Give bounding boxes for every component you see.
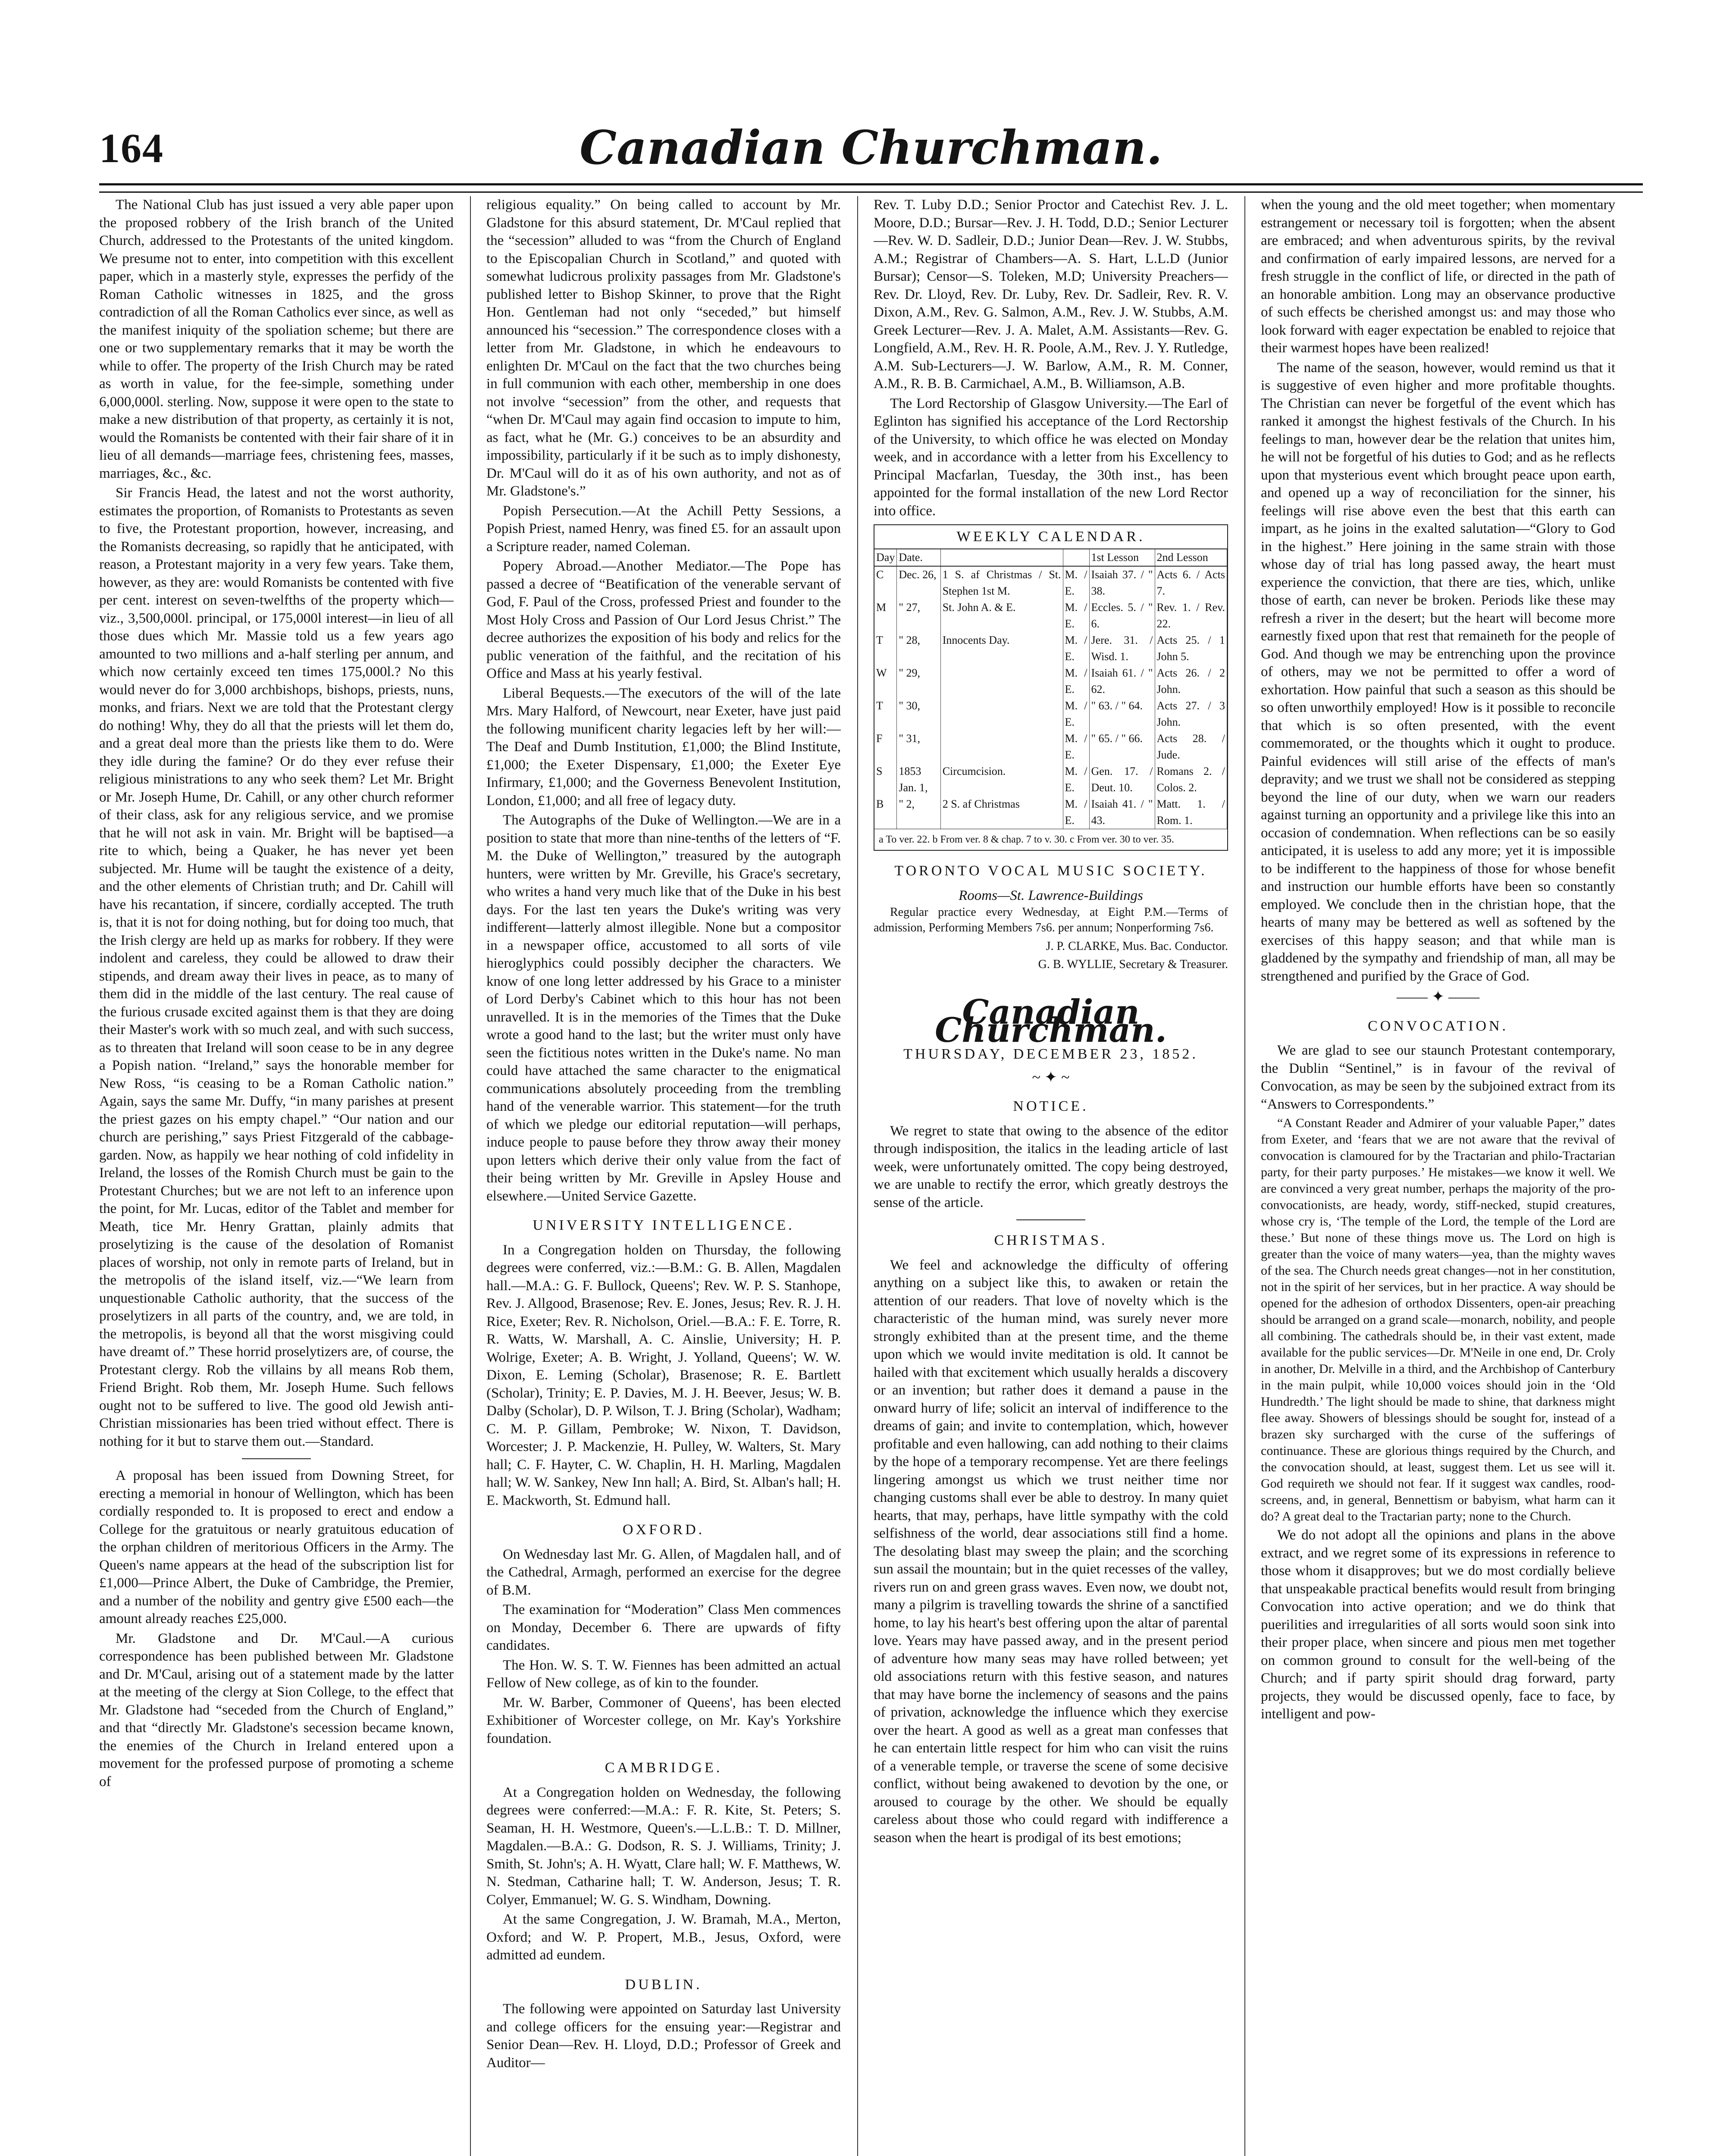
society-conductor: J. P. CLARKE, Mus. Bac. Conductor. xyxy=(1046,940,1228,953)
header-rule xyxy=(99,183,1643,193)
calendar-row xyxy=(874,665,1227,698)
column-4 xyxy=(1261,196,1615,2156)
christmas-heading: CHRISTMAS. xyxy=(994,1232,1108,1248)
article-paragraph: At the same Congregation, J. W. Bramah, M.A., Merton, Oxford; and W. P. Propert, M.B., Jesus, Oxford, were admitted ad eundem. xyxy=(486,1912,841,1963)
calendar-day: M xyxy=(874,599,897,632)
column-2 xyxy=(486,196,841,2156)
calendar-morning-evening: M. / E. xyxy=(1063,698,1089,730)
calendar-occasion: Innocents Day. xyxy=(940,632,1063,665)
masthead-title: Canadian Churchman. xyxy=(580,121,1163,175)
article-paragraph: On Wednesday last Mr. G. Allen, of Magdalen hall, and of the Cathedral, Armagh, performed an exercise for the degree of B.M. xyxy=(486,1546,841,1598)
article-continuation: when the young and the old meet together; when momentary estrangement or necessary toil is forgotten; when the absent are embraced; and when adventurous spirits, by the revival and confirmation of early impaired lessons, are nerved for a fresh struggle in the conflict of life, or directed in the path of an honorable ambition. Long may an observance productive of such effects be cherished amongst us: and may those who look forward with eager expectation be enabled to rejoice that their warmest hopes have been realized! xyxy=(1261,197,1615,356)
calendar-row xyxy=(874,632,1227,665)
calendar-header-row xyxy=(874,549,1227,566)
subheading-cambridge: CAMBRIDGE. xyxy=(605,1760,723,1776)
article-paragraph: Mr. W. Barber, Commoner of Queens', has been elected Exhibitioner of Worcester college, on Mr. Kay's Yorkshire foundation. xyxy=(486,1695,841,1746)
article-paragraph: The following were appointed on Saturday last University and college officers for the ensuing year:—Registrar and Senior Dean—Rev. H. Lloyd, D.D.; Professor of Greek and Auditor— xyxy=(486,2001,841,2071)
editorial-masthead: Canadian Churchman. xyxy=(935,993,1167,1050)
calendar-first-lesson: " 63. / " 64. xyxy=(1089,698,1155,730)
calendar-header-mo xyxy=(1063,549,1089,566)
calendar-row xyxy=(874,730,1227,763)
calendar-row xyxy=(874,763,1227,796)
divider xyxy=(1016,1219,1085,1220)
article-wellington-autographs: The Autographs of the Duke of Wellington.—We are in a position to state that more than nine-tenths of the letters of “F. M. the Duke of Wellington,” treasured by the autograph hunters, were written by Mr. Greville, his Grace's secretary, who writes a hand very much like that of the Duke in his best days. For the last ten years the Duke's writing was very indifferent—latterly almost illegible. None but a compositor in a newspaper office, accustomed to all sorts of vile hieroglyphics could possibly decipher the characters. We know of one long letter addressed by his Grace to a minister of Lord Derby's Cabinet which to this hour has not been unravelled. It is in the memories of the Times that the Duke wrote a good hand to the last; but the writer must only have seen the fictitious notes written in the Duke's name. No man could have attached the same character to the enigmatical communications absolutely proceeding from the trembling hand of the venerable warrior. This statement—for the truth of which we pledge our editorial reputation—will perhaps, induce people to pause before they throw away their money upon letters which derive their only value from the fact of their being written by Mr. Greville in Apsley House and elsewhere.—United Service Gazette. xyxy=(486,812,841,1204)
calendar-date: " 30, xyxy=(897,698,940,730)
divider xyxy=(242,1458,311,1459)
calendar-date: " 28, xyxy=(897,632,940,665)
calendar-day: S xyxy=(874,763,897,796)
quoted-extract: “A Constant Reader and Admirer of your valuable Paper,” dates from Exeter, and ‘fears that we are not aware that the revival of convocation is clamoured for by the Tractarian and philo-Tractarian party, for their party purposes.’ He mistakes—we know it well. We are convinced a very great number, perhaps the majority of the pro-convocationists, are heady, wordy, stiff-necked, stupid creatures, whose cry is, ‘The temple of the Lord, the temple of the Lord are these.’ But none of these things move us. The Lord on high is greater than the voice of many waters—yea, than the mighty waves of the sea. The Church needs great changes—not in her constitution, not in the spirit of her services, but in her practice. A way should be opened for the adhesion of orthodox Dissenters, open-air preaching should be arranged on a grand scale—monarch, nobility, and people all combining. The cathedrals should be, in their vast extent, made available for the public services—Dr. M'Neile in one end, Dr. Croly in another, Dr. Melville in a third, and the Archbishop of Canterbury in the main pulpit, while 10,000 voices should join in the ‘Old Hundredth.’ The light should be made to shine, that darkness might flee away. Showers of blessings should be sought for, instead of a brazen sky surcharged with the curse of the sufferings of continuance. These are glorious things required by the Church, and the convocation should, at least, suggest them. Let us see will it. God requireth we should not fear. If it suggest wax candles, rood-screens, and, in general, Bennettism or babyism, what harm can it do? A great deal to the Tractarian party; none to the Church. xyxy=(1261,1116,1615,1523)
society-title: TORONTO VOCAL MUSIC SOCIETY. xyxy=(894,863,1207,879)
calendar-day: F xyxy=(874,730,897,763)
calendar-occasion: 2 S. af Christmas xyxy=(940,796,1063,829)
article-paragraph: Sir Francis Head, the latest and not the worst authority, estimates the proportion, of Romanists to Protestants as seven to five, the Protestant proportion, however, increasing, and the Romanists decreasing, so rapidly that he anticipated, with reason, a Protestant majority in a very few years. Take them, however, as they are: would Romanists be contented with five per cent. interest on seven-twelfths of the property which—viz., 3,500,000l. principal, or 175,000l interest—in lieu of all those dues which Mr. Massie told us a few years ago amounted to two millions and a-half sterling per annum, and which now certainly exceed ten times 175,000l.? No this would never do for 3,000 archbishops, bishops, priests, nuns, monks, and friars. Next we are told that the Protestant clergy do nothing! Why, they do all that the priests will let them do, and a great deal more than the priests like them to do. Were they idle during the famine? Or do they ever refuse their religious ministrations to any who seek them? Let Mr. Bright or Mr. Joseph Hume, Dr. Cahill, or any other church reformer of their class, ask for any religious service, and we promise that he will not ask in vain. Mr. Bright will be baptised—a rite to which, being a Quaker, he has never yet been subjected. Mr. Hume will be taught the existence of a deity, and the other elements of Christian truth; and Dr. Cahill will have his recantation, if sincere, cordially accepted. The truth is, that it is not for doing nothing, but for doing too much, that the Irish clergy are held up as marks for robbery. If they were indolent and careless, they could be allowed to draw their stipends, and dream away their lives in peace, as to many of them did in the middle of the last century. The real cause of the furious crusade excited against them is that they are doing their Master's work with so much zeal, and with such success, as to threaten that Ireland will soon cease to be in any degree a Popish nation. “Ireland,” says the honorable member for New Ross, “is ceasing to be a Roman Catholic nation.” Again, says the same Mr. Duffy, “in many parishes at present the priest gazes on his empty chapel.” “Our nation and our church are perishing,” says Priest Fitzgerald of the cabbage-garden. Now, as happily we hear nothing of cold infidelity in Ireland, the losses of the Romish Church must be gain to the Protestant Churches; but we are not left to an inference upon the point, for Mr. Lucas, editor of the Tablet and member for Meath, tice Mr. Henry Grattan, plainly admits that proselytizing is the cause of the desolation of Romanist places of worship, not only in remote parts of Ireland, but in the metropolis of the island itself, viz.—“We learn from unquestionable Catholic authority, that the success of the proselytizers in all parts of the country, and, we are told, in the metropolis, is beyond all that the worst misgiving could have dreamt of.” These horrid proselytizers are, of course, the Protestant clergy. Rob the villains by all means Rob them, Friend Bright. Rob them, Mr. Joseph Hume. Such fellows ought not to be suffered to live. The good old Jewish anti-Christian missionaries has been tried without effect. There is nothing for it but to starve them out.—Standard. xyxy=(99,485,454,1449)
calendar-row xyxy=(874,599,1227,632)
calendar-row xyxy=(874,698,1227,730)
society-rooms: Rooms—St. Lawrence-Buildings xyxy=(959,887,1143,903)
column-divider xyxy=(470,196,471,2156)
calendar-first-lesson: Gen. 17. / Deut. 10. xyxy=(1089,763,1155,796)
calendar-header-day: Day xyxy=(874,549,897,566)
ornament-divider: —— ✦ —— xyxy=(1396,988,1480,1005)
calendar-header-first-lesson: 1st Lesson xyxy=(1089,549,1155,566)
calendar-header-occasion xyxy=(940,549,1063,566)
calendar-header-date: Date. xyxy=(897,549,940,566)
article-continuation: Rev. T. Luby D.D.; Senior Proctor and Catechist Rev. J. L. Moore, D.D.; Bursar—Rev. J. H. Todd, D.D.; Senior Lecturer—Rev. W. D. Sadleir, D.D.; Junior Dean—Rev. J. W. Stubbs, A.M.; Registrar of Chambers—A. S. Hart, L.L.D (Junior Bursar); Censor—S. Toleken, M.D; University Preachers—Rev. Dr. Lloyd, Rev. Dr. Luby, Rev. Dr. Sadleir, Rev. R. V. Dixon, A.M., Rev. G. Salmon, A.M., Rev. J. W. Stubbs, A.M. Greek Lecturer—Rev. J. A. Malet, A.M. Assistants—Rev. G. Longfield, A.M., Rev. H. R. Poole, A.M., Rev. J. Y. Rutledge, A.M. Sub-Lecturers—J. W. Barlow, A.M., R. M. Conner, A.M., R. B. B. Carmichael, A.M., B. Williamson, A.B. xyxy=(874,197,1228,392)
page-number: 164 xyxy=(99,125,164,171)
calendar-first-lesson: Eccles. 5. / " 6. xyxy=(1089,599,1155,632)
article-paragraph: We do not adopt all the opinions and plans in the above extract, and we regret some of its expressions in reference to those whom it disapproves; but we do most cordially believe that unspeakable practical benefits would result from bringing Convocation into active operation; and we do think that puerilities and irregularities of all sorts would soon sink into their proper place, when sincere and pious men met together on common ground to consult for the well-being of the Church; and if party spirit should drag forward, party projects, they would be discussed openly, face to face, by intelligent and pow- xyxy=(1261,1527,1615,1722)
subheading-oxford: OXFORD. xyxy=(622,1522,705,1538)
calendar-morning-evening: M. / E. xyxy=(1063,796,1089,829)
column-divider xyxy=(1244,196,1245,2156)
calendar-day: T xyxy=(874,698,897,730)
calendar-row xyxy=(874,796,1227,829)
calendar-title: WEEKLY CALENDAR. xyxy=(874,525,1227,549)
calendar-date: " 27, xyxy=(897,599,940,632)
column-1 xyxy=(99,196,454,2156)
calendar-morning-evening: M. / E. xyxy=(1063,632,1089,665)
christmas-article: We feel and acknowledge the difficulty of offering anything on a subject like this, to awaken or retain the attention of our readers. That love of novelty which is the characteristic of the human mind, was surely never more strongly exhibited than at the present time, and the theme upon which we would invite meditation is old. It cannot be hailed with that excitement which usually heralds a discovery or an invention; but rather does it demand a pause in the onward hurry of life; solicit an interval of indifference to the dreams of gain; and invite to contemplation, which, however profitable and even hallowing, can add nothing to their claims by the hope of a temporary recompense. Yet are there feelings lingering amongst us which we trust neither time nor changing customs shall ever be able to destroy. In many quiet hearts, that may, perhaps, have little sympathy with the cold selfishness of the world, dear associations still find a home. The desolating blast may sweep the plain; and the scorching sun assail the mountain; but in the quiet recesses of the valley, rivers run on and green grass waves. Even now, we doubt not, many a pilgrim is travelling towards the shrine of a sanctified home, to lay his heart's best offering upon the altar of parental love. Years may have passed away, and in the present period of adventure how many seas may have rolled between; yet old associations return with this festive season, and natures that may have borne the inclemency of seasons and the pains of privation, acknowledge the influence which they exercise over the heart. A good as well as a great man confesses that he can entertain little respect for him who can visit the ruins of a venerable temple, or traverse the scene of some decisive conflict, without being awakened to devotion by the one, or aroused to courage by the other. We should be equally careless about those who could regard with indifference a season when the heart is prodigal of its best emotions; xyxy=(874,1257,1228,1846)
calendar-second-lesson: Acts 26. / 2 John. xyxy=(1155,665,1227,698)
calendar-header-second-lesson: 2nd Lesson xyxy=(1155,549,1227,566)
article-wellington-memorial: A proposal has been issued from Downing Street, for erecting a memorial in honour of Wellington, which has been cordially responded to. It is proposed to erect and endow a College for the gratuitous or nearly gratuitous education of the orphan children of meritorious Officers in the Army. The Queen's name appears at the head of the subscription list for £1,000—Prince Albert, the Duke of Cambridge, the Premier, and a number of the nobility and gentry give £500 each—the amount already reaches £25,000. xyxy=(99,1468,454,1626)
calendar-date: Dec. 26, xyxy=(897,566,940,599)
calendar-date: 1853 Jan. 1, xyxy=(897,763,940,796)
calendar-occasion xyxy=(940,665,1063,698)
calendar-second-lesson: Romans 2. / Colos. 2. xyxy=(1155,763,1227,796)
section-heading-university: UNIVERSITY INTELLIGENCE. xyxy=(533,1217,795,1233)
article-paragraph: In a Congregation holden on Thursday, the following degrees were conferred, viz.:—B.M.: G. B. Allen, Magdalen hall.—M.A.: G. F. Bullock, Queens'; Rev. W. P. S. Stanhope, Rev. J. Allgood, Brasenose; Rev. E. Jones, Jesus; Rev. R. J. H. Rice, Exeter; Rev. R. Nicholson, Oriel.—B.A.: F. E. Torre, R. R. Watts, W. Marshall, A. C. Ainslie, University; H. P. Wolrige, Exeter; A. B. Wright, J. Yolland, Queens'; W. W. Dixon, E. Leming (Scholar), Brasenose; R. E. Bartlett (Scholar), Trinity; E. P. Davies, M. J. H. Beever, Jesus; W. B. Dalby (Scholar), D. P. Wilson, T. J. Bring (Scholar), Wadham; C. M. P. Gillam, Pembroke; W. Nixon, T. Davidson, Worcester; J. P. Mackenzie, H. Pulley, W. Walters, St. Mary hall; C. F. Hayter, C. W. Chaplin, H. H. Marling, Magdalen hall; W. W. Sankey, New Inn hall; A. Bird, St. Alban's hall; H. E. Mackworth, St. Edmund hall. xyxy=(486,1242,841,1508)
article-continuation: religious equality.” On being called to account by Mr. Gladstone for this absurd statement, Dr. M'Caul replied that the “secession” alluded to was “from the Church of England to the Episcopalian Church in Scotland,” and quoted with somewhat ludicrous prolixity passages from Mr. Gladstone's published letter to Bishop Skinner, to prove that the Right Hon. Gentleman had not only “seceded,” but himself announced his “secession.” The correspondence closes with a letter from Mr. Gladstone, in which he endeavours to enlighten Dr. M'Caul on the fact that the two churches being in full communion with each other, membership in one does not involve “secession” from the other, and requests that “when Dr. M'Caul may again find occasion to impute to him, as fact, what he (Mr. G.) conceives to be an absurdity and impossibility, particularly if it be such as to imply dishonesty, Dr. M'Caul will do it as of his own authority, and not as of Mr. Gladstone's.” xyxy=(486,197,841,499)
article-liberal-bequests: Liberal Bequests.—The executors of the will of the late Mrs. Mary Halford, of Newcourt, near Exeter, have just paid the following munificent charity legacies left by her will:—The Deaf and Dumb Institution, £1,000; the Blind Institute, £1,000; the Exeter Dispensary, £1,000; the Exeter Eye Infirmary, £1,000; and the Governess Benevolent Institution, London, £1,000; and all free of legacy duty. xyxy=(486,685,841,808)
calendar-footnotes: a To ver. 22. b From ver. 8 & chap. 7 to v. 30. c From ver. 30 to ver. 35. xyxy=(874,829,1227,850)
calendar-first-lesson: " 65. / " 66. xyxy=(1089,730,1155,763)
column-3 xyxy=(874,196,1228,2156)
calendar-occasion xyxy=(940,730,1063,763)
calendar-day: B xyxy=(874,796,897,829)
society-notice: Regular practice every Wednesday, at Eight P.M.—Terms of admission, Performing Members 7s6. per annum; Nonperforming 7s6. xyxy=(874,906,1228,934)
article-paragraph: The examination for “Moderation” Class Men commences on Monday, December 6. There are upwards of fifty candidates. xyxy=(486,1602,841,1653)
calendar-occasion: St. John A. & E. xyxy=(940,599,1063,632)
society-secretary: G. B. WYLLIE, Secretary & Treasurer. xyxy=(1038,957,1228,971)
calendar-table xyxy=(874,549,1227,829)
calendar-morning-evening: M. / E. xyxy=(1063,763,1089,796)
convocation-heading: CONVOCATION. xyxy=(1367,1018,1509,1034)
article-national-club: The National Club has just issued a very able paper upon the proposed robbery of the Irish branch of the United Church, addressed to the Protestants of the united kingdom. We presume not to enter, into competition with this excellent paper, which in a masterly style, expresses the perfidy of the Roman Catholic witnesses in 1825, and the gross contradiction of all the Roman Catholics ever since, as well as the manifest iniquity of the spoliation scheme; but there are one or two supplementary remarks that it may be worth the while to offer. The property of the Irish Church may be rated as worth in value, for the fee-simple, something under 6,000,000l. sterling. Now, suppose it were open to the state to make a new distribution of that property, as certainly it is not, would the Romanists be contented with their fair share of it in lieu of all demands—marriage fees, christening fees, masses, marriages, &c., &c. xyxy=(99,197,454,481)
article-popish-persecution: Popish Persecution.—At the Achill Petty Sessions, a Popish Priest, named Henry, was fined £5. for an assault upon a Scripture reader, named Coleman. xyxy=(486,503,841,555)
article-paragraph: At a Congregation holden on Wednesday, the following degrees were conferred:—M.A.: F. R. Kite, St. Peters; S. Seaman, H. H. Westmore, Queen's.—L.L.B.: T. D. Millner, Magdalen.—B.A.: G. Dodson, R. S. J. Williams, Trinity; J. Smith, St. John's; A. H. Wyatt, Clare hall; W. F. Matthews, W. N. Stedman, Catharine hall; T. W. Anderson, Jesus; T. R. Colyer, Emmanuel; W. G. S. Windham, Downing. xyxy=(486,1784,841,1908)
calendar-day: W xyxy=(874,665,897,698)
calendar-morning-evening: M. / E. xyxy=(1063,599,1089,632)
article-paragraph: We are glad to see our staunch Protestant contemporary, the Dublin “Sentinel,” is in favour of the revival of Convocation, as may be seen by the subjoined extract from its “Answers to Correspondents.” xyxy=(1261,1043,1615,1112)
weekly-calendar xyxy=(874,524,1228,851)
article-glasgow-rectorship: The Lord Rectorship of Glasgow University.—The Earl of Eglinton has signified his acceptance of the Lord Rectorship of the University, to which office he was elected on Monday week, and in accordance with a letter from his Excellency to Principal Macfarlan, Tuesday, the 30th inst., has been appointed for the formal installation of the new Lord Rector into office. xyxy=(874,395,1228,519)
subheading-dublin: DUBLIN. xyxy=(625,1976,702,1993)
calendar-occasion: 1 S. af Christmas / St. Stephen 1st M. xyxy=(940,566,1063,599)
column-divider xyxy=(857,196,858,2156)
masthead xyxy=(99,121,1643,185)
ornament-divider: ~ ✦ ~ xyxy=(1032,1068,1070,1086)
dateline: THURSDAY, DECEMBER 23, 1852. xyxy=(903,1046,1198,1062)
article-gladstone-mccaul: Mr. Gladstone and Dr. M'Caul.—A curious correspondence has been published between Mr. Gladstone and Dr. M'Caul, arising out of a statement made by the latter at the meeting of the clergy at Sion College, to the effect that Mr. Gladstone had “seceded from the Church of England,” and that “directly Mr. Gladstone's secession became known, the enemies of the Church in Ireland entered upon a movement for the professed purpose of promoting a scheme of xyxy=(99,1630,454,1789)
calendar-occasion: Circumcision. xyxy=(940,763,1063,796)
calendar-row xyxy=(874,566,1227,599)
calendar-day: T xyxy=(874,632,897,665)
calendar-second-lesson: Matt. 1. / Rom. 1. xyxy=(1155,796,1227,829)
calendar-morning-evening: M. / E. xyxy=(1063,566,1089,599)
article-paragraph: The name of the season, however, would remind us that it is suggestive of even higher and more profitable thoughts. The Christian can never be forgetful of the event which has ranked it amongst the highest festivals of the Church. In his feelings to man, however dear be the relation that unites him, he will not be forgetful of his duties to God; and as he reflects upon that mysterious event which brought peace upon earth, and opened up a way of reconciliation for the sinner, his feelings will rise above even the best that this earth can impart, as he joins in the exalted salutation—“Glory to God in the highest.” Here joining in the same strain with those whose day of trial has long passed away, the heart must experience the conviction, that there are ties, which, unlike those of earth, can never be broken. Periods like these may refresh a river in the desert; but the heart will become more earnestly fixed upon that rest that remaineth for the people of God. And though we may be entrenching upon the province of others, may we not be permitted to offer a word of exhortation. How painful that such a season as this should be so often unworthily employed! How is it possible to reconcile that which is so often presented, with the event commemorated, or the thoughts which it ought to produce. Painful evidences will still arise of the effects of man's depravity; and we trust we shall not be considered as stepping beyond the line of our duty, when we warn our readers against turning an opportunity and a privilege like this into an occasion of condemnation. When reflections can be so easily anticipated, it is useless to add any more; yet it is impossible to be indifferent to the happiness of those for whose benefit and instruction our humble efforts have been so constantly employed. We conclude then in the christian hope, that the hearts of many may be bettered as well as softened by the exercises of this happy season; and that while man is gladdened by the sympathy and friendship of man, all may be strengthened and purified by the Grace of God. xyxy=(1261,360,1615,984)
calendar-day: C xyxy=(874,566,897,599)
calendar-morning-evening: M. / E. xyxy=(1063,730,1089,763)
calendar-morning-evening: M. / E. xyxy=(1063,665,1089,698)
notice-text: We regret to state that owing to the absence of the editor through indisposition, the italics in the leading article of last week, were unfortunately omitted. The copy being destroyed, we are unable to rectify the error, which greatly destroys the sense of the article. xyxy=(874,1123,1228,1210)
calendar-second-lesson: Acts 27. / 3 John. xyxy=(1155,698,1227,730)
calendar-first-lesson: Isaiah 41. / " 43. xyxy=(1089,796,1155,829)
calendar-date: " 2, xyxy=(897,796,940,829)
calendar-date: " 31, xyxy=(897,730,940,763)
article-paragraph: The Hon. W. S. T. W. Fiennes has been admitted an actual Fellow of New college, as of kin to the founder. xyxy=(486,1657,841,1691)
notice-heading: NOTICE. xyxy=(1013,1098,1089,1114)
calendar-date: " 29, xyxy=(897,665,940,698)
calendar-second-lesson: Acts 6. / Acts 7. xyxy=(1155,566,1227,599)
calendar-second-lesson: Acts 25. / 1 John 5. xyxy=(1155,632,1227,665)
calendar-second-lesson: Rev. 1. / Rev. 22. xyxy=(1155,599,1227,632)
calendar-first-lesson: Jere. 31. / Wisd. 1. xyxy=(1089,632,1155,665)
calendar-occasion xyxy=(940,698,1063,730)
calendar-first-lesson: Isaiah 37. / " 38. xyxy=(1089,566,1155,599)
article-popery-abroad: Popery Abroad.—Another Mediator.—The Pope has passed a decree of “Beatification of the venerable servant of God, F. Paul of the Cross, professed Priest and founder to the Most Holy Cross and Passion of Our Lord Jesus Christ.” The decree authorizes the exposition of his body and relics for the public veneration of the faithful, and the recitation of his Office and Mass at his yearly festival. xyxy=(486,558,841,681)
calendar-first-lesson: Isaiah 61. / " 62. xyxy=(1089,665,1155,698)
calendar-second-lesson: Acts 28. / Jude. xyxy=(1155,730,1227,763)
